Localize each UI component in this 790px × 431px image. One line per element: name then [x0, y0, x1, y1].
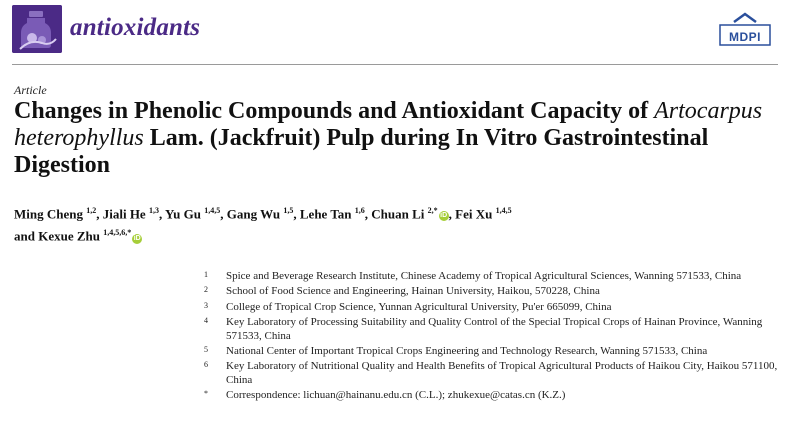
affiliation-list [204, 270, 788, 405]
title-latin-name: Artocarpus heterophyllus [14, 98, 763, 151]
journal-logo-icon [12, 5, 62, 53]
affiliation-item [204, 270, 788, 283]
affiliation-item [204, 360, 788, 387]
author-affiliation: 1,4,5,6,* [103, 228, 132, 238]
affiliation-text: School of Food Science and Engineering, Hainan University, Haikou, 570228, China [226, 285, 600, 298]
affiliation-number: 4 [204, 316, 208, 326]
affiliation-number: 1 [204, 270, 208, 279]
author-name[interactable]: Gang Wu [226, 206, 281, 222]
affiliation-text: National Center of Important Tropical Crops Engineering and Technology Research, Wanning 571533, China [226, 345, 708, 358]
title-part-1: Changes in Phenolic Compounds and Antioxidant Capacity of [14, 98, 655, 124]
correspondence [204, 389, 788, 402]
affiliation-item [204, 301, 788, 314]
article-title [14, 98, 784, 179]
affiliation-number: * [204, 389, 208, 399]
author-affiliation: 1,2 [86, 206, 97, 215]
author-name[interactable]: Jiali He [102, 206, 146, 222]
author-name[interactable]: Yu Gu [164, 206, 202, 222]
affiliation-number: 6 [204, 360, 208, 370]
article-type: Article [14, 83, 47, 97]
author-affiliation: 2,* [427, 206, 438, 215]
title-part-2: Lam. (Jackfruit) Pulp during In Vitro Gastrointestinal Digestion [14, 125, 709, 178]
author-name[interactable]: Lehe Tan [299, 206, 352, 222]
journal-name: antioxidants [70, 14, 201, 41]
orcid-icon[interactable]: iD [440, 212, 448, 220]
affiliation-text: Spice and Beverage Research Institute, Chinese Academy of Tropical Agricultural Sciences, Wanning 571533, China [226, 270, 742, 282]
affiliation-item [204, 316, 788, 343]
affiliation-text: College of Tropical Crop Science, Yunnan Agricultural University, Pu'er 665099, China [226, 300, 612, 313]
orcid-icon[interactable]: iD [133, 234, 141, 242]
affiliation-number: 3 [204, 300, 208, 310]
author-list: Ming Cheng $^{1,2}$, Jiali He $^{1,3}$, Yu Gu $^{1,4,5}$, Gang Wu $^{1,5}$, Lehe Tan $^{1,6}$, Chuan Li $^{2,*}$iD , Fei Xu $^{1,4,5}$ and Kexue Zhu $^{1,4,5,6,*}$iD [14, 206, 512, 244]
author-affiliation: 1,5 [283, 206, 294, 215]
affiliation-text: Key Laboratory of Nutritional Quality and Health Benefits of Tropical Agricultural Products of Haikou City, Haikou 571100, China [226, 360, 778, 386]
author-affiliation: 1,4,5 [495, 206, 512, 215]
correspondence-text[interactable]: Correspondence: lichuan@hainanu.edu.cn (C.L.); zhukexue@catas.cn (K.Z.) [226, 389, 566, 402]
affiliation-item [204, 285, 788, 298]
author-name[interactable]: Fei Xu [455, 206, 493, 222]
authors-and: and [14, 228, 35, 244]
affiliation-item [204, 345, 788, 358]
affiliation-number: 2 [204, 285, 208, 295]
author-affiliation: 1,3 [148, 206, 159, 215]
publisher-name: MDPI [729, 30, 761, 44]
author-name[interactable]: Kexue Zhu [38, 228, 100, 244]
author-name[interactable]: Chuan Li [371, 206, 425, 222]
author-name[interactable]: Ming Cheng [14, 206, 83, 222]
publisher-logo [714, 10, 776, 50]
author-affiliation: 1,6 [354, 206, 365, 215]
affiliation-number: 5 [204, 345, 208, 355]
header-divider [12, 64, 778, 65]
affiliation-text: Key Laboratory of Processing Suitability and Quality Control of the Special Tropical Crops of Hainan Province, Wanning 571533, China [226, 316, 763, 342]
author-affiliation: 1,4,5 [204, 206, 221, 215]
